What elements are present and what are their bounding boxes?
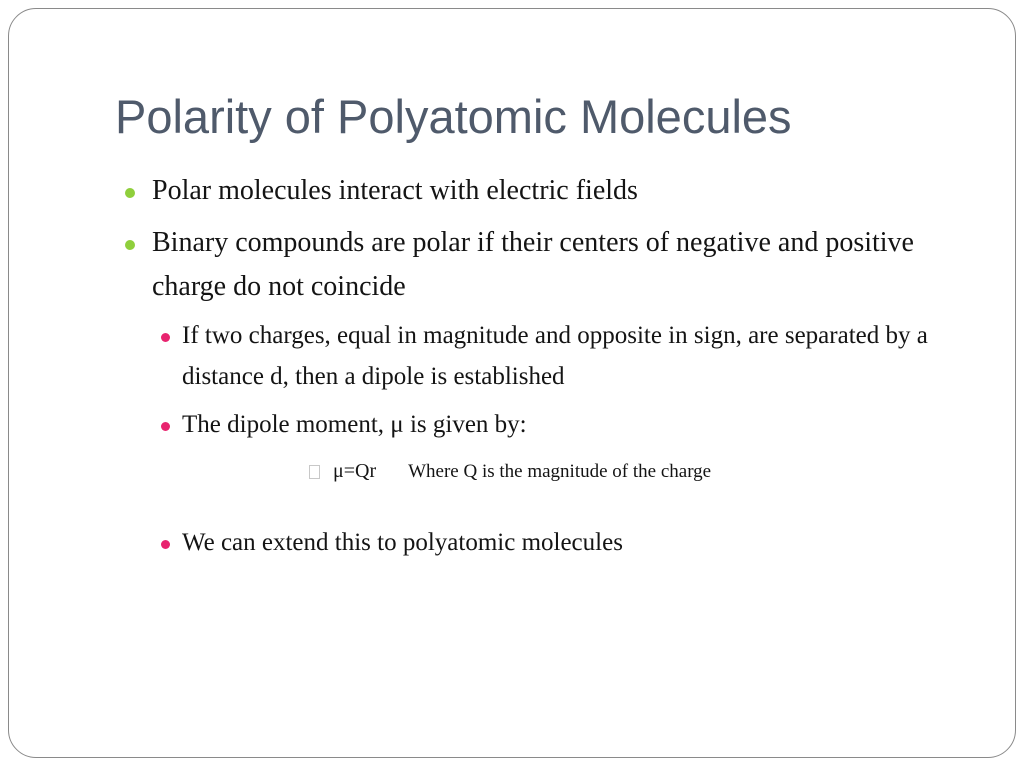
missing-glyph-box-icon xyxy=(309,465,320,479)
slide-title: Polarity of Polyatomic Molecules xyxy=(115,90,792,143)
bullet-item xyxy=(125,229,955,309)
sub-bullet-item xyxy=(161,530,623,563)
dipole-formula: μ=Qr xyxy=(333,460,377,482)
green-bullet-icon xyxy=(125,188,135,198)
pink-bullet-icon xyxy=(161,333,170,342)
pink-bullet-icon xyxy=(161,422,170,431)
bullet-text: Polar molecules interact with electric fields xyxy=(152,175,638,206)
green-bullet-icon xyxy=(125,240,135,250)
sub-bullet-text: If two charges, equal in magnitude and opposite in sign, are separated by a distance d, then a dipole is established xyxy=(182,322,928,390)
sub-bullet-text: We can extend this to polyatomic molecules xyxy=(182,529,623,556)
pink-bullet-icon xyxy=(161,540,170,549)
slide-frame xyxy=(8,8,1016,758)
sub-bullet-text: The dipole moment, μ is given by: xyxy=(182,411,527,438)
bullet-text: Binary compounds are polar if their centers of negative and positive charge do not coincide xyxy=(152,227,914,302)
formula-line xyxy=(309,460,711,483)
sub-bullet-item xyxy=(161,323,941,397)
sub-bullet-item xyxy=(161,412,527,445)
formula-note: Where Q is the magnitude of the charge xyxy=(408,460,712,482)
bullet-item xyxy=(125,177,638,213)
